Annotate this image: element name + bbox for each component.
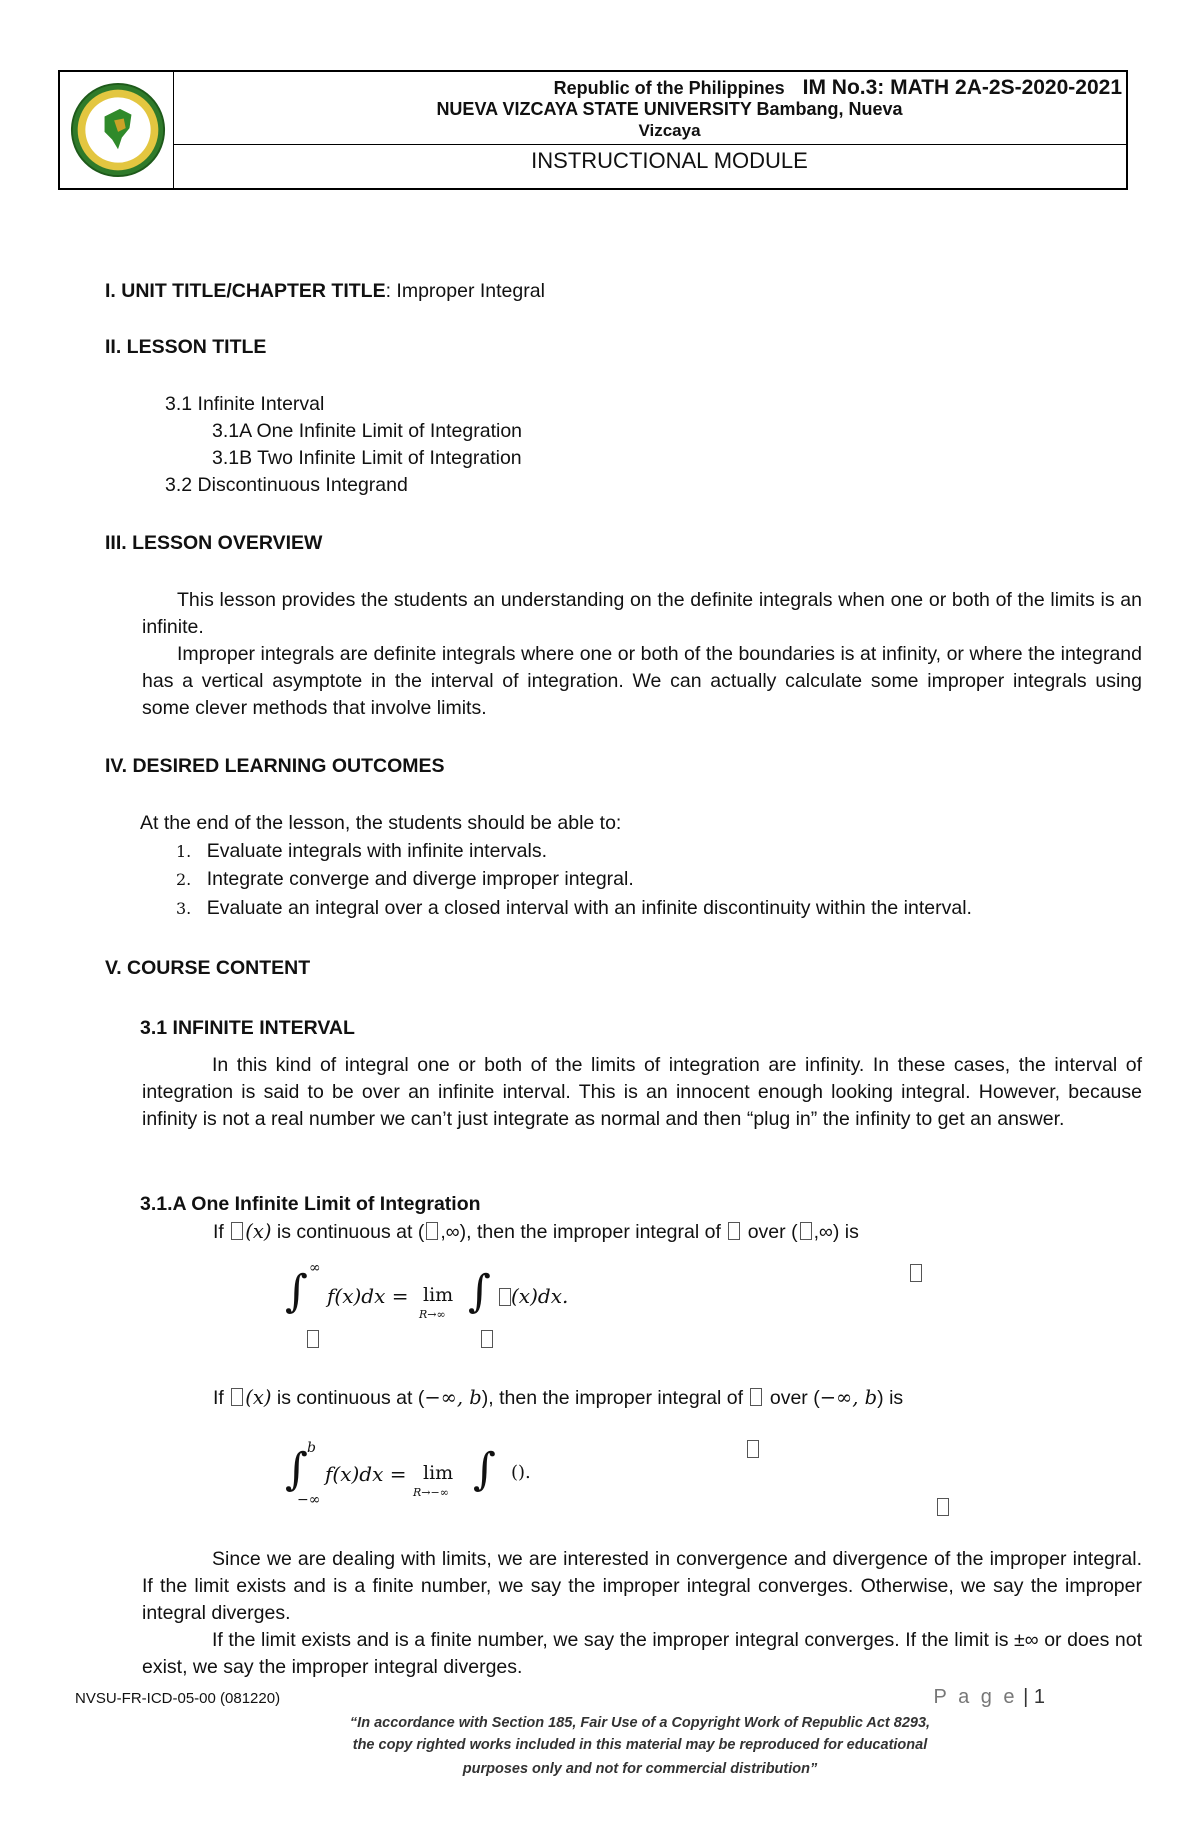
missing-glyph-icon: [426, 1222, 438, 1240]
missing-glyph-icon: [747, 1440, 759, 1458]
module-title: INSTRUCTIONAL MODULE: [531, 148, 808, 173]
page-num: 1: [1033, 1686, 1045, 1708]
eq2-lim-sub: R→−∞: [413, 1486, 449, 1499]
missing-glyph-icon: [937, 1498, 949, 1516]
eq2-lhs: f(x)dx =: [325, 1462, 407, 1486]
def2-text-c: ), then the improper integral of: [481, 1387, 749, 1409]
def1-text-c: ,∞), then the improper integral of: [440, 1221, 727, 1243]
eq2-lim: lim: [423, 1462, 454, 1484]
header-republic-line: [180, 76, 1122, 100]
missing-glyph-icon: [231, 1388, 243, 1406]
header-republic: Republic of the Philippines: [553, 78, 785, 98]
missing-glyph-icon: [800, 1222, 812, 1240]
outcome-number: 3.: [176, 899, 192, 918]
missing-glyph-icon: [728, 1222, 740, 1240]
missing-glyph-icon: [481, 1330, 493, 1348]
def1-text-a: If: [213, 1221, 230, 1243]
def2-text-b: is continuous at (: [271, 1387, 425, 1409]
lesson-item: 3.1 Infinite Interval: [165, 393, 325, 415]
header-divider-horizontal: [173, 144, 1126, 145]
def2-interval: −∞, b: [424, 1386, 482, 1409]
eq2-lower-limit: −∞: [297, 1492, 321, 1508]
unit-title-label: I. UNIT TITLE/CHAPTER TITLE: [105, 280, 386, 302]
outcome-text: Integrate converge and diverge improper integral.: [206, 868, 634, 890]
outcome-number: 1.: [176, 842, 192, 861]
missing-glyph-icon: [750, 1388, 762, 1406]
outcomes-heading: IV. DESIRED LEARNING OUTCOMES: [105, 755, 445, 777]
header-university: NUEVA VIZCAYA STATE UNIVERSITY Bambang, Nueva: [436, 99, 903, 119]
lesson-item: 3.2 Discontinuous Integrand: [165, 474, 408, 496]
outcome-number: 2.: [176, 870, 192, 889]
convergence-paragraph: Since we are dealing with limits, we are interested in convergence and divergence of the improper integral. If the limit exists and is a finite number, we say the improper integral converges. Otherwise, we say the improper integral diverges.: [142, 1548, 1142, 1624]
divergence-paragraph: If the limit exists and is a finite number, we say the improper integral converges. If the limit is ±∞ or does not exist, we say the improper integral diverges.: [142, 1629, 1142, 1678]
def1-text-e: ,∞) is: [813, 1221, 859, 1243]
def2-text-a: If: [213, 1387, 230, 1409]
integral-sign: ∫: [285, 1444, 308, 1495]
copyright-note-line-3: purposes only and not for commercial distribution”: [462, 1761, 818, 1777]
header-box: [58, 70, 1128, 190]
eq1-lim-sub: R→∞: [419, 1308, 446, 1321]
def2-fx: (x): [245, 1386, 272, 1409]
header-province: Vizcaya: [638, 121, 701, 140]
equation-2: [285, 1440, 985, 1530]
form-code: NVSU-FR-ICD-05-00 (081220): [75, 1690, 281, 1707]
copyright-note-line-1: “In accordance with Section 185, Fair Use of a Copyright Work of Republic Act 8293,: [349, 1715, 931, 1731]
def1-text-d: over (: [742, 1221, 798, 1243]
outcome-item: [176, 838, 547, 865]
outcome-item: [176, 866, 634, 893]
outcome-text: Evaluate integrals with infinite intervals.: [206, 840, 548, 862]
section-paragraph: In this kind of integral one or both of the limits of integration are infinity. In these cases, the interval of integration is said to be over an infinite interval. This is an innocent enough looking integral. However, because infinity is not a real number we can’t just integrate as normal and then “plug in” the infinity to get an answer.: [142, 1054, 1142, 1130]
missing-glyph-icon: [307, 1330, 319, 1348]
integral-sign: ∫: [473, 1444, 496, 1495]
overview-paragraph-1: This lesson provides the students an understanding on the definite integrals when one or both of the limits is an infinite.: [142, 589, 1142, 638]
unit-title-value: : Improper Integral: [385, 280, 545, 302]
eq1-rhs: (x)dx.: [511, 1284, 569, 1308]
eq1-lhs: f(x)dx =: [327, 1284, 409, 1308]
section-heading: 3.1 INFINITE INTERVAL: [140, 1017, 355, 1039]
definition-line-2: [213, 1384, 903, 1412]
missing-glyph-icon: [231, 1222, 243, 1240]
integral-sign: ∫: [285, 1266, 308, 1317]
eq1-upper-limit: ∞: [309, 1260, 321, 1276]
page-label: P a g e: [933, 1686, 1018, 1708]
definition-line-1: [213, 1218, 859, 1246]
subsection-heading: 3.1.A One Infinite Limit of Integration: [140, 1193, 481, 1215]
eq1-lim: lim: [423, 1284, 454, 1306]
outcome-item: [176, 895, 972, 922]
integral-sign: ∫: [468, 1266, 491, 1317]
outcomes-intro: At the end of the lesson, the students should be able to:: [140, 812, 622, 834]
outcome-text: Evaluate an integral over a closed interval with an infinite discontinuity within the interval.: [206, 897, 972, 919]
lesson-item: 3.1A One Infinite Limit of Integration: [212, 420, 523, 442]
page-separator: |: [1017, 1686, 1034, 1708]
header-im-number: IM No.3: MATH 2A-2S-2020-2021: [802, 76, 1122, 99]
eq2-rhs: ().: [511, 1462, 531, 1483]
unit-title: [105, 278, 545, 305]
copyright-note-line-2: the copy righted works included in this material may be reproduced for educational: [352, 1737, 928, 1753]
overview-paragraph-2: Improper integrals are definite integrals where one or both of the boundaries is at infinity, or where the integrand has a vertical asymptote in the interval of integration. We can actually calculate some improper integrals using some clever methods that involve limits.: [142, 643, 1142, 719]
lesson-item: 3.1B Two Infinite Limit of Integration: [212, 447, 522, 469]
missing-glyph-icon: [910, 1264, 922, 1282]
def1-text-b: is continuous at (: [271, 1221, 425, 1243]
def2-text-d: over (: [764, 1387, 820, 1409]
lesson-title-heading: II. LESSON TITLE: [105, 336, 267, 358]
page-number: [934, 1686, 1045, 1709]
overview-heading: III. LESSON OVERVIEW: [105, 532, 323, 554]
def1-fx: (x): [245, 1220, 272, 1243]
equation-1: [285, 1262, 985, 1352]
eq2-upper-limit: b: [307, 1440, 316, 1456]
missing-glyph-icon: [499, 1288, 511, 1306]
university-seal-logo: [70, 82, 166, 178]
def2-text-e: ) is: [877, 1387, 904, 1409]
def2-interval: −∞, b: [819, 1386, 878, 1409]
course-content-heading: V. COURSE CONTENT: [105, 957, 311, 979]
